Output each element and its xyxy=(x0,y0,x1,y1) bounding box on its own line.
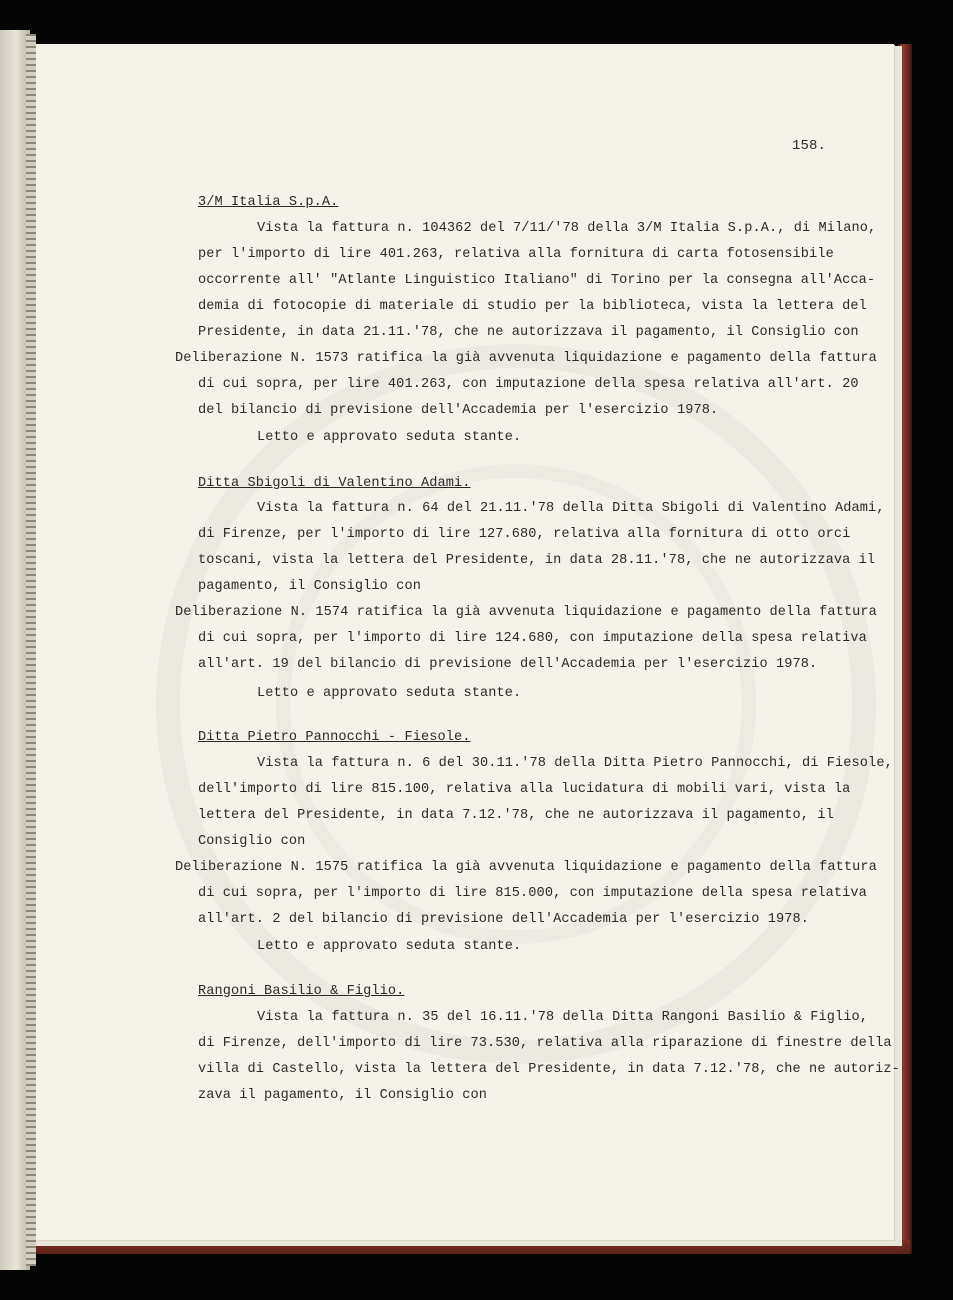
body-line: di Firenze, dell'importo di lire 73.530, relativa alla riparazione di finestre della xyxy=(198,1036,892,1051)
section-heading: Ditta Sbigoli di Valentino Adami. xyxy=(198,476,471,491)
body-line: di cui sopra, per lire 401.263, con imputazione della spesa relativa all'art. 20 xyxy=(198,377,859,392)
body-line: pagamento, il Consiglio con xyxy=(198,579,421,594)
body-line: occorrente all' "Atlante Linguistico Italiano" di Torino per la consegna all'Acca- xyxy=(198,273,876,288)
body-line: villa di Castello, vista la lettera del Presidente, in data 7.12.'78, che ne autoriz- xyxy=(198,1062,900,1077)
body-line: toscani, vista la lettera del Presidente, in data 28.11.'78, che ne autorizzava il xyxy=(198,553,876,568)
section-heading: Rangoni Basilio & Figlio. xyxy=(198,984,405,999)
book-binding xyxy=(26,34,36,1266)
body-line: di Firenze, per l'importo di lire 127.680, relativa alla fornitura di otto orci xyxy=(198,527,851,542)
body-line: lettera del Presidente, in data 7.12.'78, che ne autorizzava il pagamento, il xyxy=(198,808,834,823)
body-line: Vista la fattura n. 104362 del 7/11/'78 della 3/M Italia S.p.A., di Milano, xyxy=(257,221,877,236)
deliberation-line: Deliberazione N. 1573 ratifica la già avvenuta liquidazione e pagamento della fattura xyxy=(175,351,877,366)
body-line: Vista la fattura n. 35 del 16.11.'78 della Ditta Rangoni Basilio & Figlio, xyxy=(257,1010,869,1025)
page-number: 158. xyxy=(792,138,827,154)
body-line: all'art. 19 del bilancio di previsione dell'Accademia per l'esercizio 1978. xyxy=(198,657,818,672)
body-line: del bilancio di previsione dell'Accademia per l'esercizio 1978. xyxy=(198,403,719,418)
body-line: Presidente, in data 21.11.'78, che ne autorizzava il pagamento, il Consiglio con xyxy=(198,325,859,340)
body-line: zava il pagamento, il Consiglio con xyxy=(198,1088,488,1103)
body-line: demia di fotocopie di materiale di studio per la biblioteca, vista la lettera del xyxy=(198,299,867,314)
body-line: Consiglio con xyxy=(198,834,306,849)
deliberation-line: Deliberazione N. 1575 ratifica la già avvenuta liquidazione e pagamento della fattura xyxy=(175,860,877,875)
body-line: di cui sopra, per l'importo di lire 124.680, con imputazione della spesa relativa xyxy=(198,631,867,646)
approval-line: Letto e approvato seduta stante. xyxy=(257,939,522,954)
body-line: dell'importo di lire 815.100, relativa alla lucidatura di mobili vari, vista la xyxy=(198,782,851,797)
body-line: di cui sopra, per l'importo di lire 815.000, con imputazione della spesa relativa xyxy=(198,886,867,901)
body-line: all'art. 2 del bilancio di previsione dell'Accademia per l'esercizio 1978. xyxy=(198,912,810,927)
approval-line: Letto e approvato seduta stante. xyxy=(257,686,522,701)
section-heading: 3/M Italia S.p.A. xyxy=(198,195,339,210)
body-line: Vista la fattura n. 64 del 21.11.'78 della Ditta Sbigoli di Valentino Adami, xyxy=(257,501,885,516)
approval-line: Letto e approvato seduta stante. xyxy=(257,430,522,445)
deliberation-line: Deliberazione N. 1574 ratifica la già avvenuta liquidazione e pagamento della fattura xyxy=(175,605,877,620)
body-line: per l'importo di lire 401.263, relativa alla fornitura di carta fotosensibile xyxy=(198,247,834,262)
section-heading: Ditta Pietro Pannocchi - Fiesole. xyxy=(198,730,471,745)
body-line: Vista la fattura n. 6 del 30.11.'78 della Ditta Pietro Pannocchi, di Fiesole, xyxy=(257,756,893,771)
